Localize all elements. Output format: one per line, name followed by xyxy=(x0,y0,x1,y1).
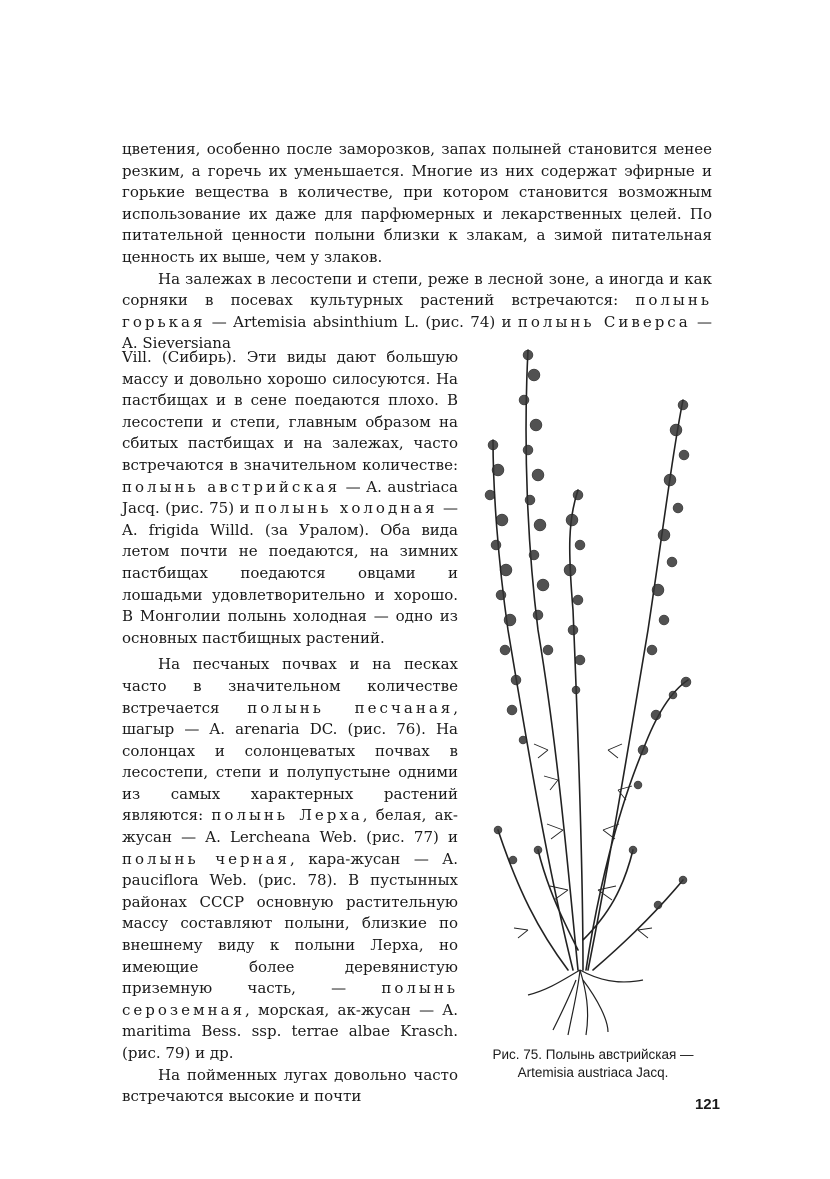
species-name-spaced: полынь Сиверса xyxy=(517,312,691,331)
top-text-block xyxy=(122,139,712,355)
text-run: , белая, ак-жусан — A. Lercheana Web. (рис. 77) и xyxy=(122,806,458,847)
caption-line: Рис. 75. Полынь австрийская — xyxy=(492,1047,694,1062)
paragraph-1: цветения, особенно после заморозков, запах полыней становится менее резким, а горечь их уменьшается. Многие из них содержат эфирные и горькие вещества в количестве, при котором становится возможным использование их даже для парфюмерных и лекарственных целей. По питательной ценности полыни близки к злакам, а зимой питательная ценность их выше, чем у злаков. xyxy=(122,140,712,266)
species-name-spaced: полынь австрийская xyxy=(122,477,341,496)
text-run: — A. austriaca Jacq. (рис. 75) и xyxy=(122,477,458,518)
text-run: , шагыр — A. arenaria DC. (рис. 76). На солонцах и солонцеватых почвах в лесостепи, степи и полупустыне одними из самых характерных растений являются: xyxy=(122,698,459,825)
text-run: На залежах в лесостепи и степи, реже в лесной зоне, а иногда и как сорняки в посевах культурных растений встречаются: xyxy=(122,269,712,310)
column-paragraph-3: На пойменных лугах довольно часто встречаются высокие и почти xyxy=(122,1065,458,1106)
column-paragraph-1 xyxy=(122,347,458,649)
artemisia-plant-illustration xyxy=(468,330,718,1042)
species-name-spaced: полынь холодная xyxy=(254,499,438,518)
text-run: — Artemisia absinthium L. (рис. 74) и xyxy=(205,312,518,331)
page-number: 121 xyxy=(694,1096,720,1113)
species-name-spaced: полынь Лерха xyxy=(211,806,363,825)
caption-line: Artemisia austriaca Jacq. xyxy=(517,1065,669,1080)
text-run: — A. Sieversiana xyxy=(122,312,712,353)
text-run: На песчаных почвах и на песках часто в значительном количестве встречается xyxy=(122,655,458,717)
figure-caption xyxy=(466,1046,720,1082)
species-name-spaced: полынь песчаная xyxy=(247,698,454,717)
text-run: , морская, ак-жусан — A. maritima Bess. ssp. terrae albae Krasch. (рис. 79) и др. xyxy=(122,1000,458,1062)
column-paragraph-2 xyxy=(122,654,458,1064)
text-run: , кара-жусан — A. pauciflora Web. (рис. 78). В пустынных районах СССР основную растительную массу составляют полыни, близкие по внешнему виду к полыни Лерха, но имеющие более деревянистую приземную часть, — xyxy=(122,849,458,998)
species-name-spaced: полынь горькая xyxy=(122,291,712,331)
species-name-spaced: полынь сероземная xyxy=(122,979,458,1019)
text-run: Vill. (Сибирь). Эти виды дают большую массу и довольно хорошо силосуются. На пастбищах и в сене поедаются плохо. В лесостепи и степи, главным образом на сбитых пастбищах и на залежах, часто встречаются в значительном количестве: xyxy=(122,348,458,474)
left-column-text xyxy=(122,347,458,1108)
text-run: — A. frigida Willd. (за Уралом). Оба вида летом почти не поедаются, на зимних пастбищах поедаются овцами и лошадьми удовлетворительно и хорошо. В Монголии полынь холодная — одно из основных пастбищных растений. xyxy=(122,499,458,647)
species-name-spaced: полынь черная xyxy=(122,849,291,868)
